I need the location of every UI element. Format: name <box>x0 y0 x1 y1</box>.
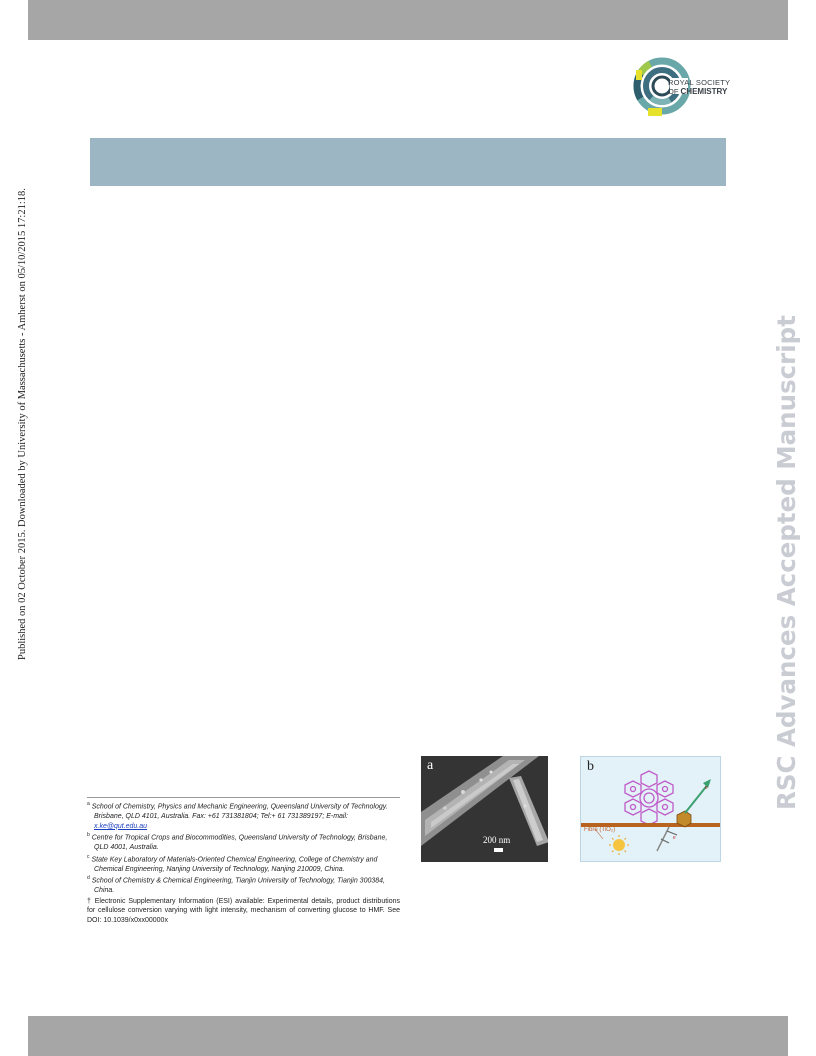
electron-label-top: e <box>705 785 708 791</box>
figure-panel-b <box>580 756 721 862</box>
footnote-b <box>87 831 400 853</box>
figure-panel-a <box>421 756 548 862</box>
accepted-manuscript-watermark: RSC Advances Accepted Manuscript <box>772 315 801 810</box>
footnote-rule <box>87 797 400 798</box>
scale-bar <box>494 848 503 852</box>
sem-micrograph <box>421 756 548 862</box>
fibre-label: Fibre (TiO₂) <box>584 827 616 833</box>
footnote-text: School of Chemistry & Chemical Engineering, Tianjin University of Technology, Tianjin 300384, China. <box>91 877 385 895</box>
footnote-a <box>87 800 400 831</box>
rsc-logo-text <box>668 78 730 96</box>
footnote-mark: a <box>87 801 90 807</box>
schematic-diagram <box>581 757 721 862</box>
footnotes <box>87 800 400 925</box>
footnote-text: State Key Laboratory of Materials-Oriented Chemical Engineering, College of Chemistry and Chemical Engineering, Nanjing University of Technology, Nanjing 210009, China. <box>91 855 378 873</box>
logo-line-2-bold: CHEMISTRY <box>680 87 728 96</box>
logo-line-2-prefix: OF <box>668 87 679 96</box>
footnote-mark: c <box>87 853 90 860</box>
footnote-mark: b <box>87 832 90 839</box>
panel-letter: a <box>427 758 434 773</box>
esi-note: † Electronic Supplementary Information (ESI) available: Experimental details, product distributions for cellulose conversion varying with light intensity, mechanism of converting glucose to HMF. See DOI: 10.1039/x0xx00000x <box>87 897 400 924</box>
title-band <box>90 138 726 186</box>
footnote-text: School of Chemistry, Physics and Mechanic Engineering, Queensland University of Technology. Brisbane, QLD 4101, Australia. Fax: +61 731381804; Tel:+ 61 731389197; E-mail: <box>91 803 388 820</box>
header-bar <box>28 0 788 40</box>
footnote-mark: d <box>87 875 90 882</box>
panel-letter: b <box>587 759 594 774</box>
footnote-text: Centre for Tropical Crops and Biocommodities, Queensland University of Technology, Brisbane, QLD 4001, Australia. <box>91 834 388 852</box>
email-link[interactable]: x.ke@qut.edu.au <box>94 822 148 830</box>
electron-label-bottom: e <box>673 835 676 841</box>
footnote-d <box>87 874 400 896</box>
footnote-c <box>87 853 400 875</box>
logo-line-1: ROYAL SOCIETY <box>668 78 731 87</box>
footer-bar <box>28 1016 788 1056</box>
logo-line-2 <box>668 87 730 96</box>
scale-label: 200 nm <box>483 835 511 845</box>
publication-note: Published on 02 October 2015. Downloaded by University of Massachusetts - Amherst on 05/10/2015 17:21:18. <box>17 188 28 660</box>
